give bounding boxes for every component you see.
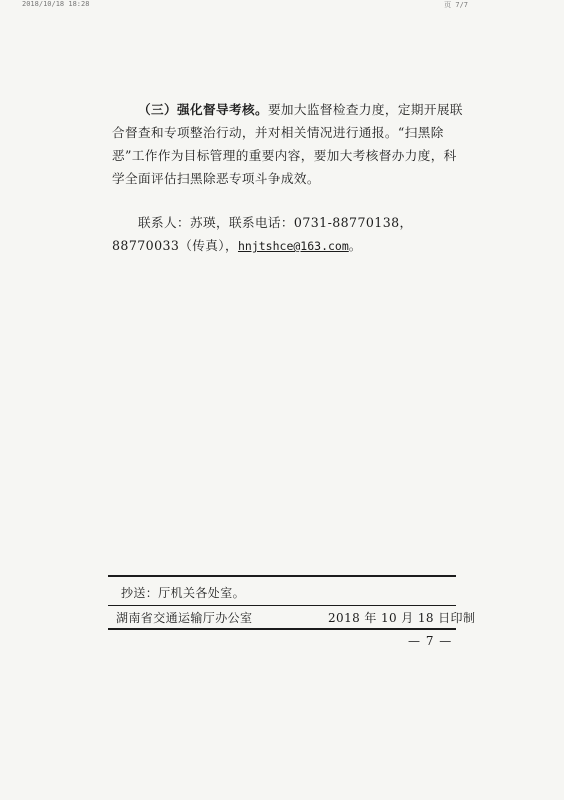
paragraph-body: 要加大监督检查力度，定期开展联合督查和专项整治行动，并对相关情况进行通报。“扫黑除恶”工作作为目标管理的重要内容，要加大考核督办力度，科学全面评估扫黑除恶专项斗争成效。 (112, 102, 463, 186)
print-date: 2018 年 10 月 18 日印制 (328, 611, 476, 625)
contact-email: hnjtshce@163.com (237, 239, 349, 253)
page-number: — 7 — (408, 634, 453, 648)
footer-rule-top (108, 575, 456, 577)
paragraph-contact (112, 211, 464, 258)
paragraph-heading: （三）强化督导考核。 (138, 102, 268, 117)
scan-page-indicator: 页 7/7 (444, 1, 468, 9)
footer-rule-bottom (108, 628, 456, 630)
scan-header (0, 0, 564, 10)
issuing-office: 湖南省交通运输厅办公室 (116, 611, 253, 625)
contact-suffix: 。 (348, 238, 362, 253)
footer-rule-middle (108, 605, 456, 606)
contact-text: 联系人：苏瑛，联系电话：0731-88770138，88770033（传真）， (112, 215, 413, 253)
cc-line: 抄送：厅机关各处室。 (121, 586, 246, 600)
scan-timestamp: 2018/10/18 18:28 (22, 0, 90, 8)
paragraph-supervision (112, 98, 464, 190)
